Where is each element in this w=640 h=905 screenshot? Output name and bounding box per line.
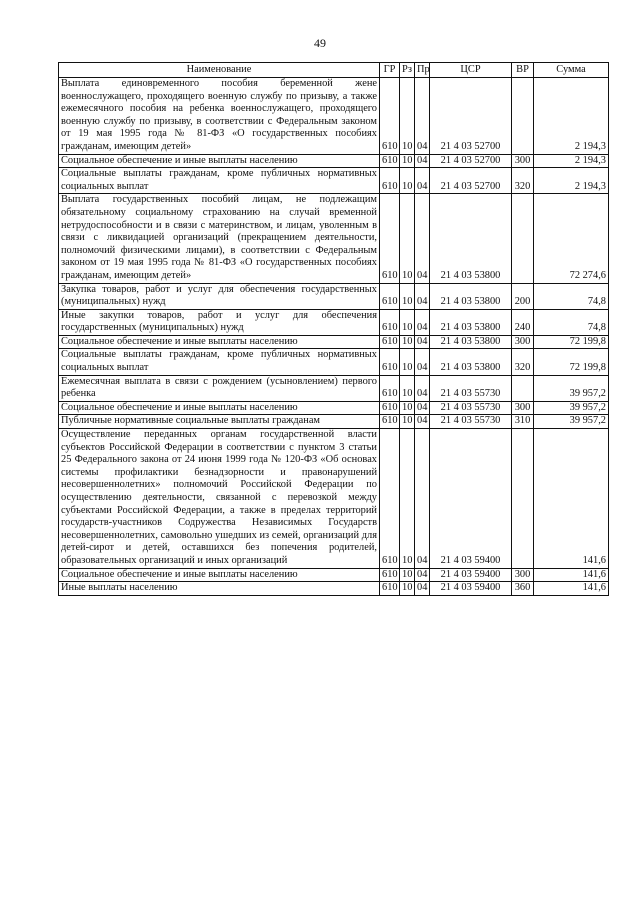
cell-sum: 2 194,3 xyxy=(534,78,609,155)
cell-rz: 10 xyxy=(400,401,415,415)
table-row xyxy=(59,401,609,415)
cell-vr xyxy=(512,194,534,283)
table-row xyxy=(59,194,609,283)
cell-vr xyxy=(512,375,534,401)
cell-sum: 74,8 xyxy=(534,309,609,335)
cell-gr: 610 xyxy=(380,78,400,155)
cell-sum: 72 199,8 xyxy=(534,335,609,349)
cell-name xyxy=(59,401,380,415)
cell-name xyxy=(59,309,380,335)
cell-name xyxy=(59,349,380,375)
cell-csr: 21 4 03 55730 xyxy=(430,375,512,401)
table-row xyxy=(59,309,609,335)
cell-vr: 300 xyxy=(512,335,534,349)
cell-csr: 21 4 03 55730 xyxy=(430,401,512,415)
table-row xyxy=(59,375,609,401)
cell-sum: 39 957,2 xyxy=(534,415,609,429)
cell-gr: 610 xyxy=(380,401,400,415)
cell-name xyxy=(59,415,380,429)
cell-csr: 21 4 03 52700 xyxy=(430,78,512,155)
cell-name xyxy=(59,154,380,168)
row-name-text: Социальное обеспечение и иные выплаты населению xyxy=(61,568,298,580)
cell-gr: 610 xyxy=(380,335,400,349)
cell-gr: 610 xyxy=(380,429,400,569)
table-header-row xyxy=(59,63,609,78)
cell-gr: 610 xyxy=(380,375,400,401)
cell-vr: 300 xyxy=(512,154,534,168)
cell-gr: 610 xyxy=(380,349,400,375)
cell-vr: 360 xyxy=(512,582,534,596)
cell-vr: 310 xyxy=(512,415,534,429)
cell-name xyxy=(59,582,380,596)
cell-rz: 10 xyxy=(400,283,415,309)
cell-gr: 610 xyxy=(380,309,400,335)
cell-vr: 300 xyxy=(512,568,534,582)
cell-pr: 04 xyxy=(415,401,430,415)
cell-gr: 610 xyxy=(380,194,400,283)
cell-rz: 10 xyxy=(400,415,415,429)
cell-pr: 04 xyxy=(415,429,430,569)
cell-rz: 10 xyxy=(400,154,415,168)
cell-csr: 21 4 03 52700 xyxy=(430,154,512,168)
table-row xyxy=(59,78,609,155)
cell-gr: 610 xyxy=(380,415,400,429)
row-name-text: Иные закупки товаров, работ и услуг для обеспечения государственных (муниципальных) нужд xyxy=(61,309,377,334)
header-rz: Рз xyxy=(400,63,415,78)
cell-sum: 2 194,3 xyxy=(534,168,609,194)
table-row xyxy=(59,429,609,569)
cell-gr: 610 xyxy=(380,582,400,596)
cell-gr: 610 xyxy=(380,168,400,194)
cell-sum: 141,6 xyxy=(534,429,609,569)
cell-csr: 21 4 03 53800 xyxy=(430,283,512,309)
cell-rz: 10 xyxy=(400,194,415,283)
cell-csr: 21 4 03 59400 xyxy=(430,429,512,569)
cell-vr: 320 xyxy=(512,349,534,375)
cell-vr: 240 xyxy=(512,309,534,335)
cell-vr xyxy=(512,78,534,155)
cell-csr: 21 4 03 53800 xyxy=(430,335,512,349)
row-name-text: Публичные нормативные социальные выплаты гражданам xyxy=(61,415,321,427)
cell-sum: 141,6 xyxy=(534,568,609,582)
cell-csr: 21 4 03 59400 xyxy=(430,568,512,582)
budget-table xyxy=(58,62,609,596)
cell-sum: 141,6 xyxy=(534,582,609,596)
header-pr: Пр xyxy=(415,63,430,78)
cell-sum: 39 957,2 xyxy=(534,375,609,401)
cell-sum: 2 194,3 xyxy=(534,154,609,168)
row-name-text: Социальное обеспечение и иные выплаты населению xyxy=(61,401,298,413)
row-name-text: Выплата государственных пособий лицам, не подлежащим обязательному социальному страхованию на случай временной нетрудоспособности и в связи с материнством, и лицам, уволенным в связи с ликвидацией организаций (прекращением деятельности, полномочий физическими лицами), в соответствии с Федеральным законом от 19 мая 1995 года № 81-ФЗ «О государственных пособиях гражданам, имеющим детей» xyxy=(61,194,377,281)
cell-pr: 04 xyxy=(415,154,430,168)
cell-pr: 04 xyxy=(415,568,430,582)
row-name-text: Социальные выплаты гражданам, кроме публичных нормативных социальных выплат xyxy=(61,168,377,192)
cell-rz: 10 xyxy=(400,582,415,596)
cell-pr: 04 xyxy=(415,582,430,596)
cell-rz: 10 xyxy=(400,168,415,194)
cell-csr: 21 4 03 53800 xyxy=(430,194,512,283)
row-name-text: Иные выплаты населению xyxy=(61,582,178,594)
cell-gr: 610 xyxy=(380,568,400,582)
table-row xyxy=(59,283,609,309)
table-row xyxy=(59,168,609,194)
table-row xyxy=(59,335,609,349)
cell-rz: 10 xyxy=(400,335,415,349)
cell-sum: 72 199,8 xyxy=(534,349,609,375)
cell-name xyxy=(59,283,380,309)
cell-pr: 04 xyxy=(415,375,430,401)
cell-rz: 10 xyxy=(400,375,415,401)
table-row xyxy=(59,349,609,375)
cell-pr: 04 xyxy=(415,335,430,349)
table-row xyxy=(59,568,609,582)
row-name-text: Ежемесячная выплата в связи с рождением (усыновлением) первого ребенка xyxy=(61,375,377,400)
cell-vr: 200 xyxy=(512,283,534,309)
cell-rz: 10 xyxy=(400,309,415,335)
cell-vr: 300 xyxy=(512,401,534,415)
row-name-text: Социальные выплаты гражданам, кроме публичных нормативных социальных выплат xyxy=(61,349,377,374)
cell-pr: 04 xyxy=(415,168,430,194)
header-sum: Сумма xyxy=(534,63,609,78)
cell-name xyxy=(59,335,380,349)
cell-gr: 610 xyxy=(380,283,400,309)
cell-pr: 04 xyxy=(415,309,430,335)
row-name-text: Осуществление переданных органам государственной власти субъектов Российской Федерации в соответствии с пунктом 3 статьи 25 Федерального закона от 24 июня 1999 года № 120-ФЗ «Об основах системы профилактики безнадзорности и правонарушений несовершеннолетних» полномочий Российской Федерации по осуществлению деятельности, связанной с перевозкой между субъектами Российской Федерации, а также в пределах территорий государств-участников Содружества Независимых Государств несовершеннолетних, самовольно ушедших из семей, организаций для детей-сирот и детей, оставшихся без попечения родителей, образовательных организаций и иных организаций xyxy=(61,429,377,566)
cell-rz: 10 xyxy=(400,429,415,569)
cell-pr: 04 xyxy=(415,194,430,283)
row-name-text: Социальное обеспечение и иные выплаты населению xyxy=(61,335,298,347)
header-name: Наименование xyxy=(59,63,380,78)
row-name-text: Выплата единовременного пособия беременной жене военнослужащего, проходящего военную службу по призыву, а также ежемесячного пособия на ребенка военнослужащего, проходящего военную службу по призыву, в соответствии с Федеральным законом от 19 мая 1995 года № 81-ФЗ «О государственных пособиях гражданам, имеющим детей» xyxy=(61,78,377,152)
header-vr: ВР xyxy=(512,63,534,78)
cell-gr: 610 xyxy=(380,154,400,168)
cell-csr: 21 4 03 59400 xyxy=(430,582,512,596)
row-name-text: Закупка товаров, работ и услуг для обеспечения государственных (муниципальных) нужд xyxy=(61,283,377,308)
cell-csr: 21 4 03 52700 xyxy=(430,168,512,194)
row-name-text: Социальное обеспечение и иные выплаты населению xyxy=(61,154,298,166)
page-number: 49 xyxy=(314,36,326,50)
cell-pr: 04 xyxy=(415,78,430,155)
cell-name xyxy=(59,568,380,582)
cell-rz: 10 xyxy=(400,349,415,375)
cell-sum: 74,8 xyxy=(534,283,609,309)
cell-pr: 04 xyxy=(415,415,430,429)
cell-vr xyxy=(512,429,534,569)
cell-name xyxy=(59,194,380,283)
cell-vr: 320 xyxy=(512,168,534,194)
cell-pr: 04 xyxy=(415,349,430,375)
header-gr: ГР xyxy=(380,63,400,78)
cell-sum: 72 274,6 xyxy=(534,194,609,283)
cell-name xyxy=(59,429,380,569)
cell-name xyxy=(59,78,380,155)
table-row xyxy=(59,415,609,429)
cell-csr: 21 4 03 53800 xyxy=(430,309,512,335)
cell-pr: 04 xyxy=(415,283,430,309)
cell-name xyxy=(59,168,380,194)
cell-name xyxy=(59,375,380,401)
cell-csr: 21 4 03 53800 xyxy=(430,349,512,375)
table-row xyxy=(59,582,609,596)
cell-sum: 39 957,2 xyxy=(534,401,609,415)
cell-csr: 21 4 03 55730 xyxy=(430,415,512,429)
header-csr: ЦСР xyxy=(430,63,512,78)
table-row xyxy=(59,154,609,168)
cell-rz: 10 xyxy=(400,568,415,582)
cell-rz: 10 xyxy=(400,78,415,155)
